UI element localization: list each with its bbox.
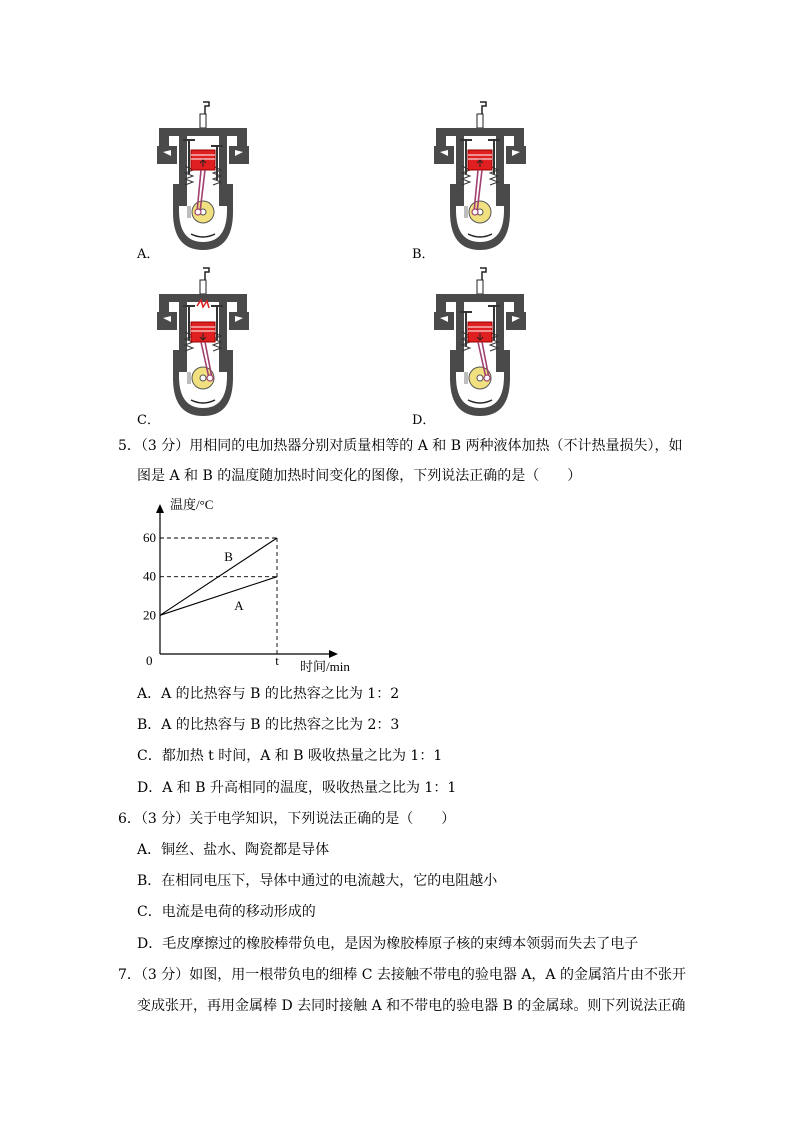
exhaust-port (229, 146, 249, 164)
cylinder-wall-right (496, 302, 504, 372)
crank-pin (207, 375, 213, 381)
exhaust-port (506, 312, 526, 330)
crankcase-mark (191, 400, 215, 403)
q5-option-b: B．A 的比热容与 B 的比热容之比为 2：3 (137, 717, 400, 733)
exhaust-port (229, 312, 249, 330)
spark-plug-icon (477, 114, 483, 128)
engine-figure-b (434, 100, 526, 252)
crankcase-mark (191, 234, 215, 237)
option-b-label: B． (412, 247, 435, 262)
intake-port (434, 312, 454, 330)
cylinder-head (159, 294, 247, 312)
engine-diagram-c (157, 266, 249, 418)
crankcase-mark (468, 234, 492, 237)
counterweight (187, 372, 191, 384)
spark-plug-wire (203, 268, 209, 280)
cylinder-wall-left (179, 136, 187, 206)
engine-diagram-d (434, 266, 526, 418)
q7-stem-line1: 7．（3 分）如图，用一根带负电的细棒 C 去接触不带电的验电器 A，A 的金属箔片由不张开 (118, 967, 686, 983)
temperature-time-chart (130, 492, 370, 682)
spark-plug-wire (480, 102, 486, 114)
option-a-label: A． (137, 247, 160, 262)
cylinder-head (436, 294, 524, 312)
x-axis-label: 时间/min (300, 659, 350, 674)
q5-stem-line2: 图是 A 和 B 的温度随加热时间变化的图像，下列说法正确的是（ ） (137, 468, 582, 484)
cylinder-head (159, 128, 247, 146)
crank-pin (472, 209, 478, 215)
origin-label: 0 (146, 653, 153, 668)
engine-figure-d (434, 266, 526, 418)
y-axis-label: 温度/°C (170, 497, 214, 512)
exhaust-port (506, 146, 526, 164)
spark-plug-icon (200, 114, 206, 128)
q6-option-b: B．在相同电压下，导体中通过的电流越大，它的电阻越小 (137, 873, 498, 889)
series-line-A (160, 577, 277, 616)
counterweight (187, 206, 191, 218)
q6-option-d: D．毛皮摩擦过的橡胶棒带负电，是因为橡胶棒原子核的束缚本领弱而失去了电子 (137, 936, 639, 952)
spark-plug-icon (477, 280, 483, 294)
cylinder-wall-right (496, 136, 504, 206)
cylinder-head (436, 128, 524, 146)
series-label-B: B (224, 548, 233, 564)
q5-option-d: D．A 和 B 升高相同的温度，吸收热量之比为 1：1 (137, 780, 457, 796)
crankshaft-hub (477, 375, 483, 381)
counterweight (464, 372, 468, 384)
cylinder-wall-right (219, 302, 227, 372)
y-tick-label-20: 20 (143, 607, 156, 623)
q6-option-c: C．电流是电荷的移动形成的 (137, 904, 316, 920)
q6-option-a: A．铜丝、盐水、陶瓷都是导体 (137, 842, 330, 858)
intake-port (157, 312, 177, 330)
crank-pin (195, 209, 201, 215)
cylinder-wall-left (179, 302, 187, 372)
option-c-label: C． (137, 413, 160, 428)
counterweight (464, 206, 468, 218)
series-label-A: A (234, 598, 244, 614)
option-d-label: D． (412, 413, 436, 428)
crankcase-mark (468, 400, 492, 403)
spark-plug-wire (203, 102, 209, 114)
engine-figure-a (157, 100, 249, 252)
engine-diagram-a (157, 100, 249, 252)
cylinder-wall-left (456, 136, 464, 206)
x-axis-arrow (329, 650, 338, 658)
y-axis-arrow (156, 504, 164, 513)
intake-port (157, 146, 177, 164)
q5-stem-line1: 5．（3 分）用相同的电加热器分别对质量相等的 A 和 B 两种液体加热（不计热量损失），如 (118, 438, 683, 454)
y-tick-label-40: 40 (143, 568, 156, 584)
spark-plug-wire (480, 268, 486, 280)
q7-stem-line2: 变成张开，再用金属棒 D 去同时接触 A 和不带电的验电器 B 的金属球。则下列说法正确 (137, 998, 686, 1014)
q5-option-c: C．都加热 t 时间，A 和 B 吸收热量之比为 1：1 (137, 748, 443, 764)
spark-plug-icon (200, 280, 206, 294)
crank-pin (484, 375, 490, 381)
engine-figure-c (157, 266, 249, 418)
y-tick-label-60: 60 (143, 530, 156, 545)
q6-stem: 6．（3 分）关于电学知识，下列说法正确的是（ ） (118, 811, 456, 827)
q5-option-a: A．A 的比热容与 B 的比热容之比为 1：2 (137, 686, 400, 702)
intake-port (434, 146, 454, 164)
engine-diagram-b (434, 100, 526, 252)
x-tick-label-t: t (275, 653, 279, 668)
crankshaft-hub (200, 375, 206, 381)
